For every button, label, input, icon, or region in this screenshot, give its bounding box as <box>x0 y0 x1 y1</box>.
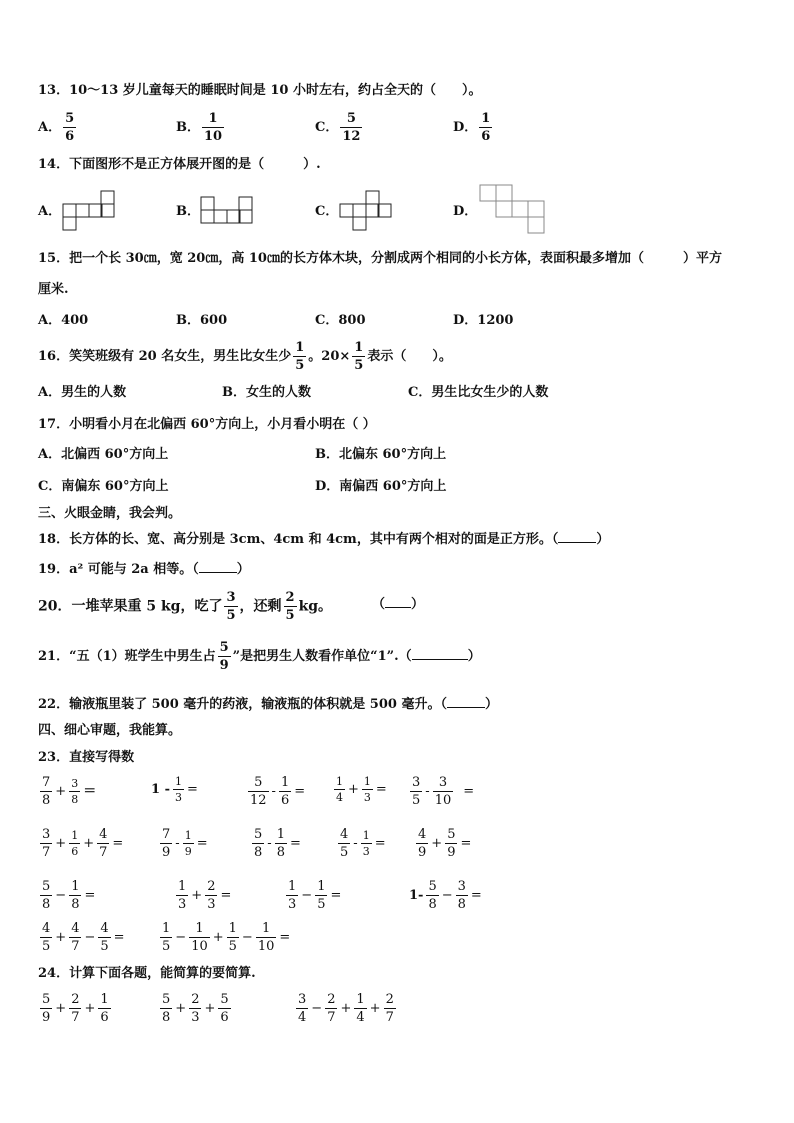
denominator: 6 <box>100 1010 109 1025</box>
numerator: 1 <box>295 340 305 355</box>
operator: + <box>204 1001 216 1016</box>
q24-e3 <box>294 993 398 1024</box>
numerator: 1 <box>288 879 297 894</box>
denominator: 6 <box>280 793 290 808</box>
q15-option-b: B．600 <box>176 313 228 328</box>
operator: - <box>425 784 430 799</box>
denominator: 3 <box>288 897 297 912</box>
numerator: 4 <box>99 827 108 842</box>
q19-stem: 19．a² 可能与 2a 相等。（ <box>38 562 199 577</box>
operator: + <box>55 1001 67 1016</box>
numerator: 4 <box>418 827 427 842</box>
fraction <box>69 922 81 953</box>
operator: − <box>241 930 253 945</box>
fraction <box>40 922 52 953</box>
fraction <box>410 776 422 807</box>
numerator: 1 <box>481 111 491 126</box>
q23-r3-e3 <box>284 880 342 911</box>
q20-stem-b: ，还剩 <box>239 598 282 615</box>
fraction <box>69 778 80 805</box>
paren-open: （ <box>372 597 386 612</box>
q16-option-c: C．男生比女生少的人数 <box>408 385 549 400</box>
numerator: 1 <box>276 827 285 842</box>
cube-net-d <box>479 184 549 238</box>
denominator: 8 <box>428 897 437 912</box>
fraction <box>160 993 172 1024</box>
q22-stem: 22．输液瓶里装了 500 毫升的药液，输液瓶的体积就是 500 毫升。（ <box>38 697 447 712</box>
q23-r1-e2 <box>150 776 199 803</box>
operator: - <box>271 784 276 799</box>
denominator: 6 <box>65 129 75 144</box>
denominator: 9 <box>184 845 192 858</box>
fraction <box>361 830 372 857</box>
numerator: 3 <box>226 590 236 605</box>
fraction <box>160 922 172 953</box>
equals-sign: = <box>294 784 306 799</box>
equals-sign: = <box>186 782 198 797</box>
option-label: C． <box>315 120 339 135</box>
operator: - <box>175 836 180 851</box>
numerator: 4 <box>340 827 349 842</box>
denominator: 6 <box>481 129 491 144</box>
denominator: 7 <box>42 845 51 860</box>
numerator: 5 <box>346 111 356 126</box>
q23-title: 23．直接写得数 <box>38 750 135 765</box>
fraction <box>69 830 80 857</box>
denominator: 8 <box>276 845 285 860</box>
denominator: 10 <box>434 793 452 808</box>
fraction <box>286 880 298 911</box>
q16-stem-b: 。20× <box>308 349 351 364</box>
fraction <box>227 922 239 953</box>
fraction <box>202 112 224 143</box>
numerator: 5 <box>254 827 263 842</box>
numerator: 3 <box>412 775 421 790</box>
q23-r4-e2 <box>158 922 291 953</box>
numerator: 7 <box>42 775 51 790</box>
denominator: 7 <box>71 1010 80 1025</box>
section-4-heading: 四、细心审题，我能算。 <box>38 723 182 738</box>
q21 <box>38 641 481 672</box>
fraction <box>445 828 457 859</box>
q23-r2-e3 <box>250 828 302 859</box>
option-label: B． <box>176 120 200 135</box>
q20-stem-c: kg。 <box>298 598 333 615</box>
fraction <box>325 993 337 1024</box>
numerator: 1 <box>228 921 237 936</box>
fraction <box>416 828 428 859</box>
fraction <box>173 776 184 803</box>
q19 <box>38 563 250 576</box>
q16-option-b: B．女生的人数 <box>222 385 311 400</box>
fraction <box>315 880 327 911</box>
operator: - <box>353 836 358 851</box>
numerator: 2 <box>285 590 295 605</box>
equals-sign: = <box>113 930 125 945</box>
numerator: 1 <box>354 340 364 355</box>
q14-label-a: A． <box>38 204 62 219</box>
fraction <box>426 880 438 911</box>
numerator: 5 <box>219 640 229 655</box>
fraction <box>40 993 52 1024</box>
q23-r3-e4 <box>408 880 483 911</box>
operator: − <box>175 930 187 945</box>
equals-sign: = <box>196 836 208 851</box>
q17-option-b: B．北偏东 60°方向上 <box>315 447 447 462</box>
section-3-heading: 三、火眼金睛，我会判。 <box>38 506 182 521</box>
denominator: 5 <box>285 608 295 623</box>
q20-answer <box>372 598 424 611</box>
paren-close: ） <box>411 597 425 612</box>
denominator: 7 <box>385 1010 394 1025</box>
q16-option-a: A．男生的人数 <box>38 385 127 400</box>
leading-term: 1 - <box>151 782 170 797</box>
equals-sign: = <box>279 930 291 945</box>
denominator: 8 <box>457 897 466 912</box>
numerator: 1 <box>100 992 109 1007</box>
denominator: 8 <box>42 897 51 912</box>
q15-option-a: A．400 <box>38 313 89 328</box>
numerator: 1 <box>336 775 343 788</box>
numerator: 3 <box>438 775 448 790</box>
numerator: 5 <box>428 879 437 894</box>
equals-sign: = <box>375 782 387 797</box>
operator: + <box>84 1001 96 1016</box>
numerator: 5 <box>42 992 51 1007</box>
q16-stem-c: 表示（ ）。 <box>367 349 452 364</box>
denominator: 5 <box>162 939 171 954</box>
denominator: 12 <box>342 129 361 144</box>
fraction <box>354 993 366 1024</box>
numerator: 5 <box>220 992 229 1007</box>
equals-sign: = <box>460 836 472 851</box>
fraction <box>340 112 362 143</box>
numerator: 1 <box>317 879 326 894</box>
numerator: 5 <box>65 111 75 126</box>
fraction <box>98 993 110 1024</box>
fraction <box>189 993 201 1024</box>
numerator: 1 <box>71 879 80 894</box>
q23-r2-e2 <box>158 828 209 859</box>
denominator: 8 <box>42 793 51 808</box>
q15-stem-line2: 厘米. <box>38 282 69 297</box>
q14-label-c: C． <box>315 204 339 219</box>
numerator: 1 <box>178 879 187 894</box>
equals-sign: = <box>220 888 232 903</box>
q23-r2-e5 <box>414 828 472 859</box>
denominator: 3 <box>363 791 371 804</box>
denominator: 6 <box>71 845 79 858</box>
numerator: 3 <box>298 992 307 1007</box>
numerator: 4 <box>42 921 51 936</box>
equals-sign: = <box>84 888 96 903</box>
operator: + <box>340 1001 352 1016</box>
equals-sign: = <box>112 836 124 851</box>
fraction <box>218 641 231 672</box>
answer-blank[interactable] <box>385 607 411 608</box>
fraction <box>160 828 172 859</box>
numerator: 1 <box>162 921 171 936</box>
q17-option-c: C．南偏东 60°方向上 <box>38 479 169 494</box>
numerator: 7 <box>162 827 171 842</box>
operator: + <box>83 836 95 851</box>
fraction <box>456 880 468 911</box>
fraction <box>189 922 210 953</box>
fraction <box>284 591 297 622</box>
denominator: 4 <box>336 791 343 804</box>
fraction <box>479 112 492 143</box>
denominator: 7 <box>99 845 108 860</box>
numerator: 1 <box>195 921 204 936</box>
numerator: 1 <box>261 921 271 936</box>
operator: + <box>348 782 359 797</box>
operator: − <box>84 930 96 945</box>
q16-stem-a: 16．笑笑班级有 20 名女生，男生比女生少 <box>38 349 292 364</box>
q14-label-b: B． <box>176 204 200 219</box>
operator: - <box>267 836 272 851</box>
denominator: 8 <box>254 845 263 860</box>
q21-stem-a: 21．“五（1）班学生中男生占 <box>38 649 216 664</box>
denominator: 9 <box>219 658 229 673</box>
q23-r1-e1 <box>38 776 97 807</box>
q13-stem: 13．10～13 岁儿童每天的睡眠时间是 10 小时左右，约占全天的（ ）。 <box>38 83 482 98</box>
q15-option-d: D．1200 <box>453 313 514 328</box>
numerator: 5 <box>162 992 171 1007</box>
operator: + <box>175 1001 187 1016</box>
q24-e2 <box>158 993 233 1024</box>
denominator: 10 <box>191 939 208 954</box>
numerator: 4 <box>71 921 80 936</box>
fraction <box>252 828 264 859</box>
denominator: 6 <box>220 1010 229 1025</box>
fraction <box>362 776 373 803</box>
denominator: 10 <box>257 939 275 954</box>
q23-r3-e1 <box>38 880 96 911</box>
q15-stem-line1: 15．把一个长 30㎝，宽 20㎝，高 10㎝的长方体木块，分割成两个相同的小长方体，表面积最多增加（ ）平方 <box>38 251 722 266</box>
denominator: 5 <box>226 608 236 623</box>
numerator: 1 <box>356 992 365 1007</box>
q20-stem-a: 20．一堆苹果重 5 kg，吃了 <box>38 598 223 615</box>
equals-sign: ＝ <box>83 784 97 799</box>
denominator: 3 <box>207 897 216 912</box>
operator: + <box>369 1001 381 1016</box>
q17-option-a: A．北偏西 60°方向上 <box>38 447 169 462</box>
equals-sign: = <box>470 888 482 903</box>
denominator: 3 <box>191 1010 200 1025</box>
operator: + <box>212 930 224 945</box>
numerator: 2 <box>327 992 336 1007</box>
fraction <box>338 828 350 859</box>
q13-option-d <box>453 112 494 143</box>
numerator: 5 <box>42 879 51 894</box>
numerator: 4 <box>100 921 109 936</box>
fraction <box>279 776 291 807</box>
fraction <box>296 993 308 1024</box>
q13-option-c <box>315 112 364 143</box>
numerator: 2 <box>385 992 394 1007</box>
cube-net-c <box>339 190 395 232</box>
fraction <box>69 993 81 1024</box>
q13-option-a <box>38 112 78 143</box>
q13-option-b <box>176 112 226 143</box>
q23-r2-e1 <box>38 828 124 859</box>
numerator: 1 <box>71 829 79 842</box>
q23-r4-e1 <box>38 922 126 953</box>
numerator: 5 <box>254 775 263 790</box>
denominator: 5 <box>100 939 109 954</box>
q22 <box>38 698 498 711</box>
fraction <box>63 112 76 143</box>
numerator: 5 <box>447 827 456 842</box>
numerator: 1 <box>363 775 371 788</box>
denominator: 8 <box>71 793 79 806</box>
q17-option-d: D．南偏西 60°方向上 <box>315 479 447 494</box>
option-label: A． <box>38 120 62 135</box>
denominator: 7 <box>71 939 80 954</box>
q24-title: 24．计算下面各题，能简算的要简算. <box>38 966 256 981</box>
denominator: 4 <box>298 1010 307 1025</box>
numerator: 2 <box>71 992 80 1007</box>
q17-stem: 17．小明看小月在北偏西 60°方向上，小月看小明在（ ） <box>38 417 376 432</box>
denominator: 9 <box>42 1010 51 1025</box>
fraction <box>40 828 52 859</box>
denominator: 9 <box>447 845 456 860</box>
denominator: 8 <box>162 1010 171 1025</box>
denominator: 5 <box>317 897 326 912</box>
fraction <box>98 922 110 953</box>
q23-r3-e2 <box>174 880 232 911</box>
denominator: 5 <box>340 845 349 860</box>
fraction <box>334 776 345 803</box>
cube-net-a <box>62 190 118 232</box>
numerator: 1 <box>184 829 192 842</box>
numerator: 3 <box>457 879 466 894</box>
q18-stem: 18．长方体的长、宽、高分别是 3cm、4cm 和 4cm，其中有两个相对的面是正方形。（ <box>38 532 559 547</box>
fraction <box>218 993 230 1024</box>
denominator: 5 <box>354 358 364 373</box>
operator: − <box>311 1001 323 1016</box>
q21-stem-b: ”是把男生人数看作单位“1”.（ <box>232 649 412 664</box>
q16-stem <box>38 341 452 372</box>
fraction <box>384 993 396 1024</box>
q14-label-d: D． <box>453 204 478 219</box>
answer-blank[interactable] <box>447 707 485 708</box>
denominator: 5 <box>228 939 237 954</box>
fraction <box>275 828 287 859</box>
operator: − <box>301 888 313 903</box>
fraction <box>293 341 306 372</box>
denominator: 5 <box>42 939 51 954</box>
answer-blank[interactable] <box>199 572 237 573</box>
q20 <box>38 591 332 622</box>
cube-net-b <box>200 196 256 226</box>
fraction <box>248 776 269 807</box>
equals-sign: = <box>463 784 475 799</box>
operator: + <box>55 784 67 799</box>
denominator: 9 <box>418 845 427 860</box>
operator: + <box>55 930 67 945</box>
q24-e1 <box>38 993 113 1024</box>
operator: − <box>441 888 453 903</box>
fraction <box>176 880 188 911</box>
answer-blank[interactable] <box>558 542 596 543</box>
q15-option-c: C．800 <box>315 313 366 328</box>
paren-close: ） <box>236 562 250 577</box>
fraction <box>40 880 52 911</box>
fraction <box>69 880 81 911</box>
equals-sign: = <box>330 888 342 903</box>
denominator: 7 <box>327 1010 336 1025</box>
numerator: 1 <box>174 775 182 788</box>
equals-sign: = <box>289 836 301 851</box>
denominator: 3 <box>174 791 182 804</box>
numerator: 1 <box>280 775 290 790</box>
fraction <box>97 828 109 859</box>
leading-term: 1- <box>409 888 424 903</box>
operator: + <box>55 836 67 851</box>
q23-r1-e4 <box>332 776 388 803</box>
numerator: 1 <box>208 111 218 126</box>
denominator: 12 <box>250 793 267 808</box>
denominator: 4 <box>356 1010 365 1025</box>
operator: + <box>191 888 203 903</box>
fraction <box>205 880 217 911</box>
paren-close: ） <box>596 532 610 547</box>
denominator: 9 <box>162 845 171 860</box>
fraction <box>183 830 194 857</box>
answer-blank[interactable] <box>412 659 468 660</box>
option-label: D． <box>453 120 478 135</box>
denominator: 5 <box>295 358 305 373</box>
numerator: 2 <box>191 992 200 1007</box>
fraction <box>256 922 277 953</box>
numerator: 3 <box>42 827 51 842</box>
paren-close: ） <box>467 649 481 664</box>
denominator: 5 <box>412 793 421 808</box>
fraction <box>352 341 365 372</box>
operator: − <box>55 888 67 903</box>
denominator: 8 <box>71 897 80 912</box>
denominator: 10 <box>204 129 223 144</box>
equals-sign: = <box>374 836 386 851</box>
operator: + <box>431 836 443 851</box>
q23-r1-e3 <box>246 776 306 807</box>
denominator: 3 <box>178 897 187 912</box>
fraction <box>433 776 454 807</box>
numerator: 1 <box>362 829 370 842</box>
q14-stem: 14．下面图形不是正方体展开图的是（ ）. <box>38 157 321 172</box>
q23-r2-e4 <box>336 828 387 859</box>
fraction <box>224 591 237 622</box>
q23-r1-e5 <box>408 776 475 807</box>
q18 <box>38 533 609 546</box>
paren-close: ） <box>484 697 498 712</box>
numerator: 2 <box>207 879 216 894</box>
denominator: 3 <box>362 845 370 858</box>
fraction <box>40 776 52 807</box>
numerator: 3 <box>71 777 79 790</box>
